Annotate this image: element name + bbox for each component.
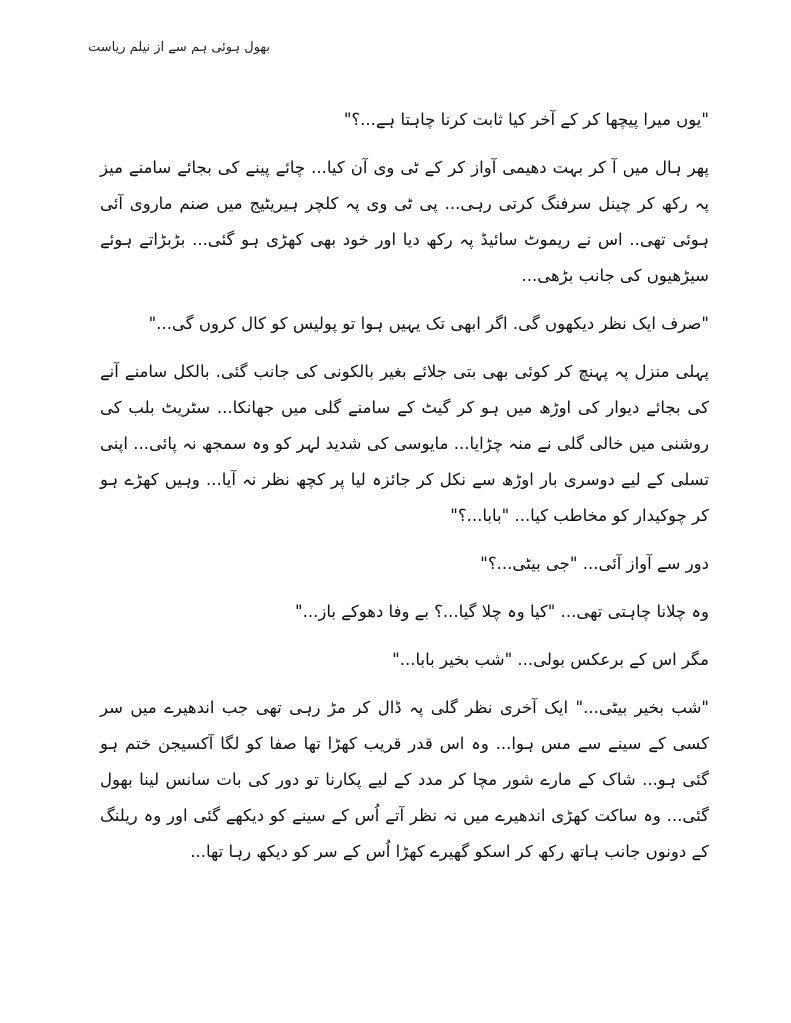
paragraph-2: پھر ہال میں آ کر بہت دھیمی آواز کر کے ٹی وی آن کیا... چائے پینے کی بجائے سامنے میز پہ رکھ کر چینل سرفنگ کرتی رہی... پی ٹی وی پہ کلچر ہیریٹیج میں صنم ماروی آئی ہوئی تھی.. اس نے ریموٹ سائیڈ پہ رکھ دیا اور خود بھی کھڑی ہو گئی... بڑبڑاتے ہوئے سیڑھیوں کی جانب بڑھی... (100, 158, 709, 285)
paragraph-4: پہلی منزل پہ پہنچ کر کوئی بھی بتی جلائے بغیر بالکونی کی جانب گئی. بالکل سامنے آنے کی بجائے دیوار کی اوڑھ میں ہو کر گیٹ کے سامنے گلی میں جھانکا... سٹریٹ بلب کی روشنی میں خالی گلی نے منہ چڑایا... مایوسی کی شدید لہر کو وہ سمجھ نہ پائی... اپنی تسلی کے لیے دوسری بار اوڑھ سے نکل کر جائزہ لیا پر کچھ نظر نہ آیا... وہیں کھڑے ہو کر چوکیدار کو مخاطب کیا... "بابا...؟" (100, 362, 709, 525)
paragraph-1: "یوں میرا پیچھا کر کے آخر کیا ثابت کرنا چاہتا ہے...؟" (343, 110, 709, 129)
paragraph-7: مگر اس کے برعکس بولی... "شب بخیر بابا..." (392, 650, 709, 669)
running-header: بھول ہوئی ہم سے از نیلم ریاست (88, 40, 271, 55)
paragraph-5: دور سے آواز آئی... "جی بیٹی...؟" (480, 554, 709, 573)
body-text (100, 102, 709, 882)
paragraph-3: "صرف ایک نظر دیکھوں گی. اگر ابھی تک یہیں ہوا تو پولیس کو کال کروں گی..." (148, 314, 709, 333)
paragraph-6: وہ چلانا چاہتی تھی... "کیا وہ چلا گیا...؟ بے وفا دھوکے باز..." (295, 602, 709, 621)
paragraph-8: "شب بخیر بیٹی..." ایک آخری نظر گلی پہ ڈال کر مڑ رہی تھی جب اندھیرے میں سر کسی کے سینے سے مس ہوا... وہ اس قدر قریب کھڑا تھا صفا کو لگا آکسیجن ختم ہو گئی ہو... شاک کے مارے شور مچا کر مدد کے لیے پکارنا تو دور کی بات سانس لینا بھول گئی... وہ ساکت کھڑی اندھیرے میں نہ نظر آتے اُس کے سینے کو دیکھے گئی اور وہ ریلنگ کے دونوں جانب ہاتھ رکھ کر اسکو گھیرے کھڑا اُس کے سر کو دیکھ رہا تھا... (100, 698, 709, 861)
